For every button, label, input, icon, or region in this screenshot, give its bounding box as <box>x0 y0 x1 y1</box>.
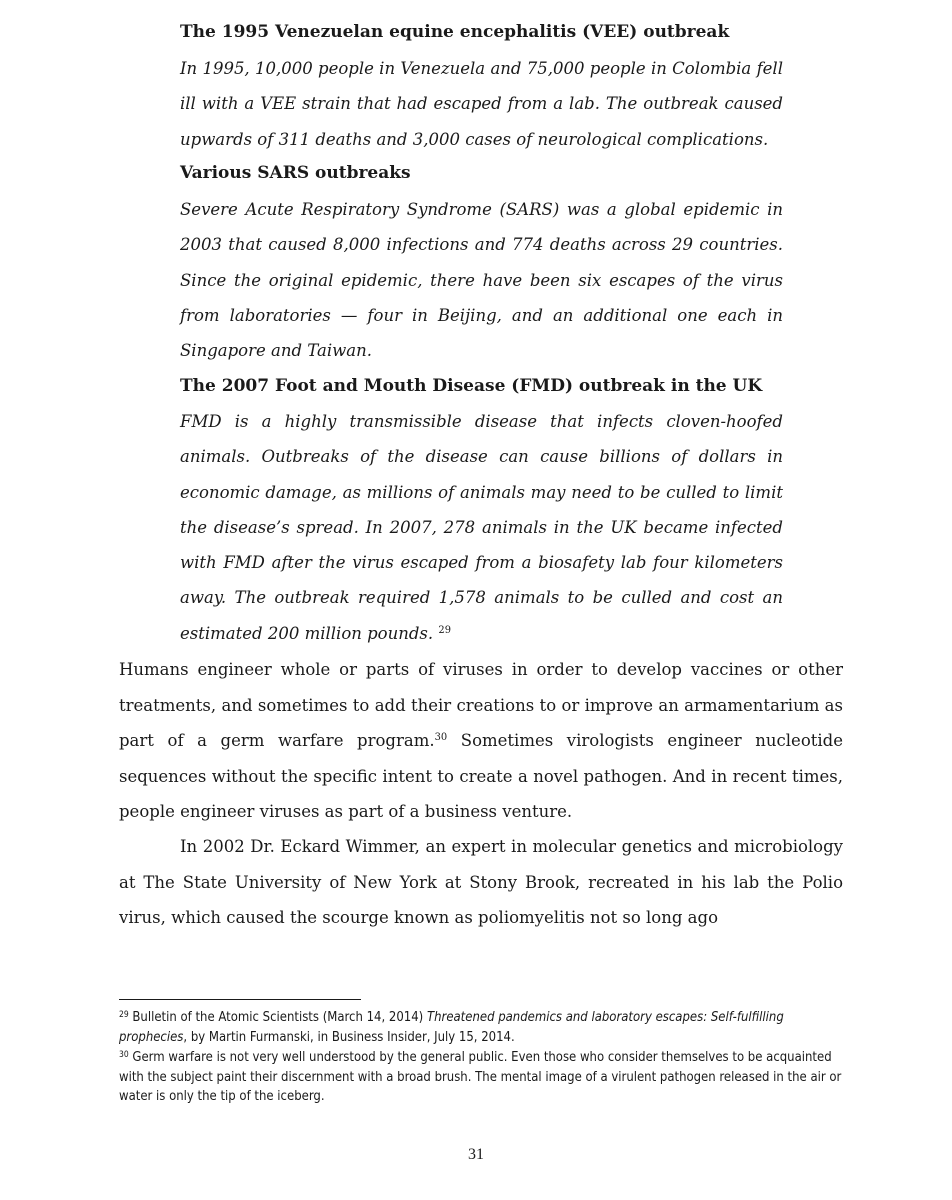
case-title-fmd: The 2007 Foot and Mouth Disease (FMD) outbreak in the UK <box>180 376 763 396</box>
body-paragraph-2: In 2002 Dr. Eckard Wimmer, an expert in molecular genetics and microbiology at The State University of New York at Stony Brook, recreated in his lab the Polio virus, which caused the scourge known as poliomyelitis not so long ago <box>119 837 843 927</box>
case-body-fmd-text: FMD is a highly transmissible disease that infects cloven-hoofed animals. Outbreaks of the disease can cause billions of dollars in economic damage, as millions of animals may need to be culled to limit the disease’s spread. In 2007, 278 animals in the UK became infected with FMD after the virus escaped from a biosafety lab four kilometers away. The outbreak required 1,578 animals to be culled and cost an estimated 200 million pounds. <box>180 412 783 643</box>
footnote-29-title: Threatened pandemics and laboratory escapes: Self-fulfilling prophecies <box>119 1010 784 1045</box>
footnote-29 <box>119 1008 843 1047</box>
footnote-separator <box>119 999 361 1000</box>
footnote-29-number: 29 <box>119 1009 129 1020</box>
footnote-30 <box>119 1048 843 1107</box>
case-title-sars: Various SARS outbreaks <box>180 163 411 183</box>
page-number: 31 <box>468 1146 484 1163</box>
case-body-fmd <box>180 404 783 651</box>
body-paragraph-1 <box>119 652 843 830</box>
case-body-vee: In 1995, 10,000 people in Venezuela and 75,000 people in Colombia fell ill with a VEE strain that had escaped from a lab. The outbreak caused upwards of 311 deaths and 3,000 cases of neurological complications. <box>180 59 783 149</box>
footnote-30-number: 30 <box>119 1049 129 1060</box>
footnote-29-text-2: , by Martin Furmanski, in Business Insider, July 15, 2014. <box>183 1029 515 1045</box>
case-title-vee: The 1995 Venezuelan equine encephalitis (VEE) outbreak <box>180 22 730 42</box>
footnote-ref-30: 30 <box>434 732 448 744</box>
footnote-29-text-1: Bulletin of the Atomic Scientists (March 14, 2014) <box>128 1010 427 1025</box>
case-body-sars: Severe Acute Respiratory Syndrome (SARS) was a global epidemic in 2003 that caused 8,000 infections and 774 deaths across 29 countries. Since the original epidemic, there have been six escapes of the virus from laboratories — four in Beijing, and an additional one each in Singapore and Taiwan. <box>180 200 783 361</box>
footnote-ref-29: 29 <box>438 624 451 636</box>
paragraph-1-part-1: Humans engineer whole or parts of viruses in order to develop vaccines or other treatments, and sometimes to add their creations to or improve an armamentarium as part of a germ warfare program. <box>119 660 843 750</box>
paragraph-1-part-2: Sometimes virologists engineer nucleotide sequences without the specific intent to create a novel pathogen. And in recent times, people engineer viruses as part of a business venture. <box>119 731 843 821</box>
footnote-30-text: Germ warfare is not very well understood by the general public. Even those who consider themselves to be acquainted with the subject paint their discernment with a broad brush. The mental image of a virulent pathogen released in the air or water is only the tip of the iceberg. <box>119 1050 842 1104</box>
